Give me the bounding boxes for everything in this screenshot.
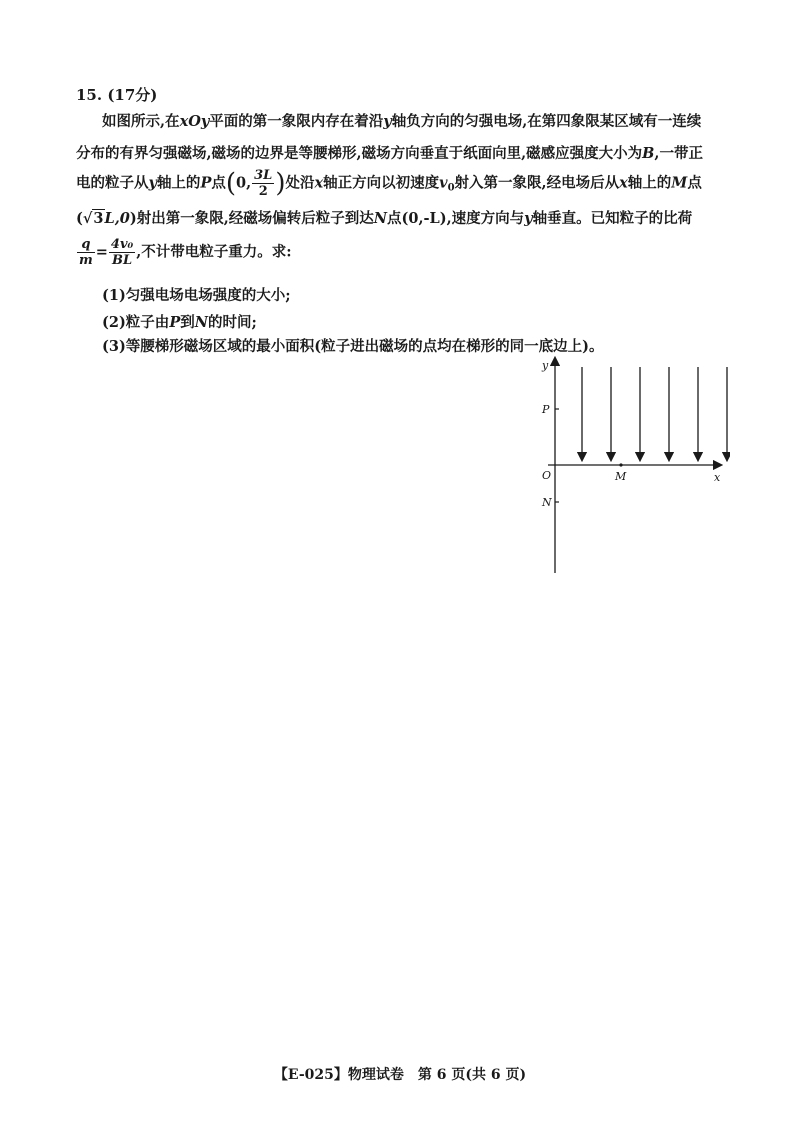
field-diagram <box>530 355 730 575</box>
text-span: (2)粒子由 <box>102 314 170 331</box>
text-span: 轴上的 <box>627 174 672 192</box>
y-symbol: y <box>148 174 157 192</box>
text-span: 轴上的 <box>156 174 201 192</box>
subscript: 0 <box>447 182 455 194</box>
text-span: 如图所示,在 <box>102 113 180 130</box>
question-line-1 <box>76 110 701 131</box>
y-symbol: y <box>524 210 533 227</box>
text-span: 点 <box>211 174 226 192</box>
text-span: ,不计带电粒子重力。求: <box>136 243 292 261</box>
m-label: M <box>615 470 627 483</box>
b-symbol: B <box>642 145 655 162</box>
p-symbol: P <box>200 174 212 192</box>
fraction-numerator: 4v₀ <box>110 237 134 252</box>
fraction-numerator: 3L <box>254 168 273 183</box>
text-span: 射入第一象限,经电场后从 <box>454 174 620 192</box>
sqrt-symbol: √3 <box>82 210 104 227</box>
n-symbol: N <box>194 314 208 331</box>
question-line-4 <box>76 207 692 228</box>
equals-sign: = <box>95 243 108 261</box>
text-span: 到 <box>180 314 195 331</box>
question-number: 15. (17分) <box>76 86 158 104</box>
p-coordinate: 0, <box>236 174 252 192</box>
text-span: ,一带正 <box>654 145 703 162</box>
x-axis-label: x <box>714 471 721 484</box>
text-span: 轴负方向的匀强电场,在第四象限某区域有一连续 <box>391 113 702 130</box>
n-symbol: N <box>373 210 388 227</box>
left-paren: ( <box>76 210 83 227</box>
text-span: 点 <box>687 174 702 192</box>
question-line-2 <box>76 142 703 163</box>
fraction-denominator: m <box>79 253 93 268</box>
text-span: 的时间; <box>207 314 257 331</box>
p-label: P <box>542 403 550 416</box>
charge-mass-fraction <box>77 237 95 268</box>
origin-label: O <box>542 469 552 482</box>
m-point <box>619 463 622 466</box>
m-symbol: M <box>671 174 688 192</box>
question-line-5 <box>76 237 292 268</box>
m-coordinate: L,0 <box>104 210 130 227</box>
v-symbol: v <box>439 174 448 192</box>
text-span: 分布的有界匀强磁场,磁场的边界是等腰梯形,磁场方向垂直于纸面向里,磁感应强度大小为 <box>76 145 643 162</box>
fraction-numerator: q <box>77 237 95 253</box>
sub-question-1: (1)匀强电场电场强度的大小; <box>102 287 291 304</box>
y-symbol: y <box>383 113 392 130</box>
text-span: 轴垂直。已知粒子的比荷 <box>532 210 693 227</box>
x-symbol: x <box>314 174 324 192</box>
sub-question-2 <box>76 311 257 332</box>
right-paren: ) <box>275 168 286 199</box>
text-span: 点(0,-L),速度方向与 <box>387 210 525 227</box>
xoy-symbol: xOy <box>179 113 210 130</box>
text-span: 平面的第一象限内存在着沿 <box>209 113 384 130</box>
ratio-fraction <box>109 237 135 268</box>
page-footer: 【E-025】物理试卷 第 6 页(共 6 页) <box>273 1067 527 1083</box>
sub-question-3: (3)等腰梯形磁场区域的最小面积(粒子进出磁场的点均在梯形的同一底边上)。 <box>102 338 604 355</box>
n-label: N <box>542 496 552 509</box>
fraction-denominator: BL <box>112 253 133 268</box>
right-paren: ) <box>129 210 137 227</box>
text-span: 处沿 <box>285 174 315 192</box>
x-symbol: x <box>619 174 628 192</box>
text-span: 电的粒子从 <box>76 174 149 192</box>
y-axis-label: y <box>542 359 549 372</box>
text-span: 射出第一象限,经磁场偏转后粒子到达 <box>136 210 374 227</box>
p-symbol: P <box>169 314 181 331</box>
left-paren: ( <box>225 168 236 199</box>
text-span: 轴正方向以初速度 <box>323 174 440 192</box>
sqrt-radicand: 3 <box>93 210 104 227</box>
fraction-denominator: 2 <box>258 184 268 199</box>
p-fraction <box>252 168 274 199</box>
electric-field-arrows <box>582 367 727 457</box>
question-line-3 <box>76 168 702 199</box>
